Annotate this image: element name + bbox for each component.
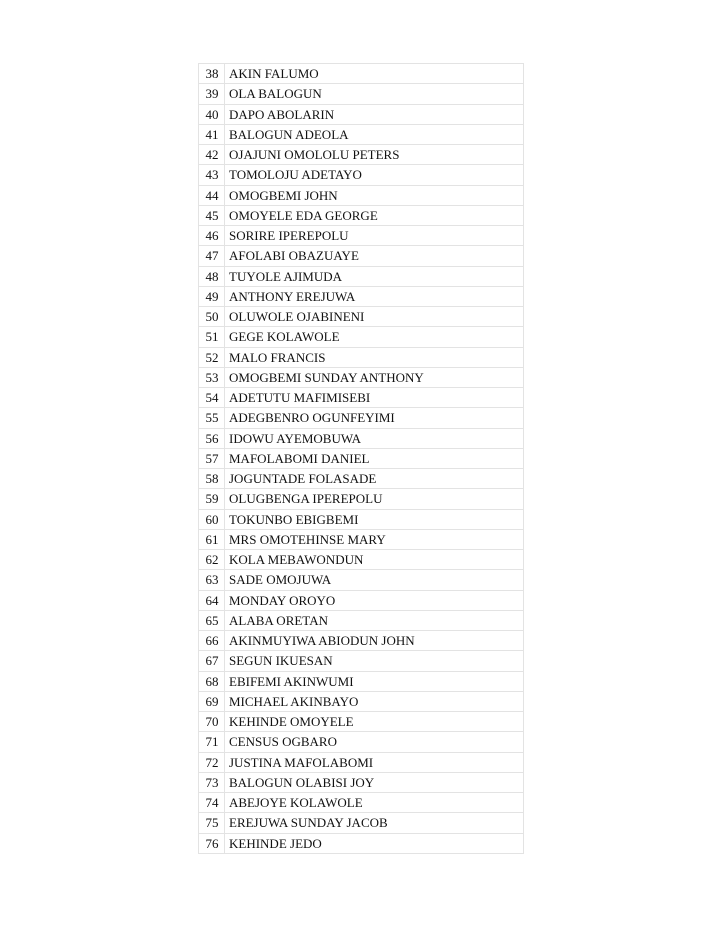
person-name: ANTHONY EREJUWA <box>225 286 524 306</box>
row-number: 57 <box>199 448 225 468</box>
row-number: 48 <box>199 266 225 286</box>
row-number: 58 <box>199 469 225 489</box>
row-number: 72 <box>199 752 225 772</box>
person-name: AKINMUYIWA ABIODUN JOHN <box>225 631 524 651</box>
row-number: 44 <box>199 185 225 205</box>
row-number: 38 <box>199 64 225 84</box>
row-number: 54 <box>199 388 225 408</box>
table-row <box>199 550 524 570</box>
row-number: 42 <box>199 145 225 165</box>
person-name: OMOYELE EDA GEORGE <box>225 205 524 225</box>
person-name: SORIRE IPEREPOLU <box>225 226 524 246</box>
row-number: 66 <box>199 631 225 651</box>
table-row <box>199 226 524 246</box>
person-name: IDOWU AYEMOBUWA <box>225 428 524 448</box>
row-number: 73 <box>199 772 225 792</box>
row-number: 61 <box>199 529 225 549</box>
person-name: OLUWOLE OJABINENI <box>225 307 524 327</box>
names-table <box>198 63 524 854</box>
table-row <box>199 307 524 327</box>
person-name: ALABA ORETAN <box>225 610 524 630</box>
person-name: AFOLABI OBAZUAYE <box>225 246 524 266</box>
table-row <box>199 145 524 165</box>
row-number: 41 <box>199 124 225 144</box>
table-row <box>199 712 524 732</box>
table-row <box>199 833 524 853</box>
person-name: KEHINDE OMOYELE <box>225 712 524 732</box>
names-table-body <box>199 64 524 854</box>
table-row <box>199 772 524 792</box>
row-number: 47 <box>199 246 225 266</box>
table-row <box>199 793 524 813</box>
table-row <box>199 165 524 185</box>
person-name: TOMOLOJU ADETAYO <box>225 165 524 185</box>
table-row <box>199 509 524 529</box>
person-name: SADE OMOJUWA <box>225 570 524 590</box>
table-row <box>199 408 524 428</box>
row-number: 69 <box>199 691 225 711</box>
table-row <box>199 286 524 306</box>
person-name: OLA BALOGUN <box>225 84 524 104</box>
person-name: TOKUNBO EBIGBEMI <box>225 509 524 529</box>
table-row <box>199 104 524 124</box>
table-row <box>199 428 524 448</box>
table-row <box>199 813 524 833</box>
person-name: ADETUTU MAFIMISEBI <box>225 388 524 408</box>
table-row <box>199 347 524 367</box>
row-number: 56 <box>199 428 225 448</box>
person-name: KEHINDE JEDO <box>225 833 524 853</box>
table-row <box>199 448 524 468</box>
table-row <box>199 752 524 772</box>
person-name: MONDAY OROYO <box>225 590 524 610</box>
row-number: 62 <box>199 550 225 570</box>
row-number: 51 <box>199 327 225 347</box>
table-row <box>199 590 524 610</box>
person-name: JUSTINA MAFOLABOMI <box>225 752 524 772</box>
table-row <box>199 570 524 590</box>
person-name: SEGUN IKUESAN <box>225 651 524 671</box>
row-number: 50 <box>199 307 225 327</box>
person-name: GEGE KOLAWOLE <box>225 327 524 347</box>
table-row <box>199 124 524 144</box>
table-row <box>199 469 524 489</box>
row-number: 63 <box>199 570 225 590</box>
row-number: 76 <box>199 833 225 853</box>
table-row <box>199 388 524 408</box>
person-name: MALO FRANCIS <box>225 347 524 367</box>
table-row <box>199 732 524 752</box>
row-number: 74 <box>199 793 225 813</box>
table-row <box>199 367 524 387</box>
person-name: MICHAEL AKINBAYO <box>225 691 524 711</box>
table-row <box>199 185 524 205</box>
person-name: JOGUNTADE FOLASADE <box>225 469 524 489</box>
table-row <box>199 529 524 549</box>
table-row <box>199 489 524 509</box>
table-row <box>199 651 524 671</box>
person-name: AKIN FALUMO <box>225 64 524 84</box>
row-number: 55 <box>199 408 225 428</box>
row-number: 40 <box>199 104 225 124</box>
table-row <box>199 691 524 711</box>
person-name: KOLA MEBAWONDUN <box>225 550 524 570</box>
row-number: 49 <box>199 286 225 306</box>
person-name: ABEJOYE KOLAWOLE <box>225 793 524 813</box>
row-number: 52 <box>199 347 225 367</box>
table-row <box>199 610 524 630</box>
person-name: MRS OMOTEHINSE MARY <box>225 529 524 549</box>
row-number: 45 <box>199 205 225 225</box>
table-row <box>199 246 524 266</box>
person-name: ADEGBENRO OGUNFEYIMI <box>225 408 524 428</box>
table-row <box>199 671 524 691</box>
row-number: 75 <box>199 813 225 833</box>
row-number: 43 <box>199 165 225 185</box>
person-name: OMOGBEMI JOHN <box>225 185 524 205</box>
person-name: EREJUWA SUNDAY JACOB <box>225 813 524 833</box>
table-row <box>199 84 524 104</box>
table-row <box>199 205 524 225</box>
person-name: DAPO ABOLARIN <box>225 104 524 124</box>
table-row <box>199 327 524 347</box>
row-number: 39 <box>199 84 225 104</box>
row-number: 46 <box>199 226 225 246</box>
person-name: CENSUS OGBARO <box>225 732 524 752</box>
row-number: 67 <box>199 651 225 671</box>
table-row <box>199 64 524 84</box>
row-number: 53 <box>199 367 225 387</box>
table-row <box>199 631 524 651</box>
person-name: OMOGBEMI SUNDAY ANTHONY <box>225 367 524 387</box>
row-number: 59 <box>199 489 225 509</box>
row-number: 68 <box>199 671 225 691</box>
table-row <box>199 266 524 286</box>
person-name: BALOGUN OLABISI JOY <box>225 772 524 792</box>
person-name: OJAJUNI OMOLOLU PETERS <box>225 145 524 165</box>
person-name: MAFOLABOMI DANIEL <box>225 448 524 468</box>
row-number: 60 <box>199 509 225 529</box>
person-name: BALOGUN ADEOLA <box>225 124 524 144</box>
row-number: 71 <box>199 732 225 752</box>
row-number: 65 <box>199 610 225 630</box>
person-name: OLUGBENGA IPEREPOLU <box>225 489 524 509</box>
row-number: 64 <box>199 590 225 610</box>
person-name: EBIFEMI AKINWUMI <box>225 671 524 691</box>
person-name: TUYOLE AJIMUDA <box>225 266 524 286</box>
row-number: 70 <box>199 712 225 732</box>
